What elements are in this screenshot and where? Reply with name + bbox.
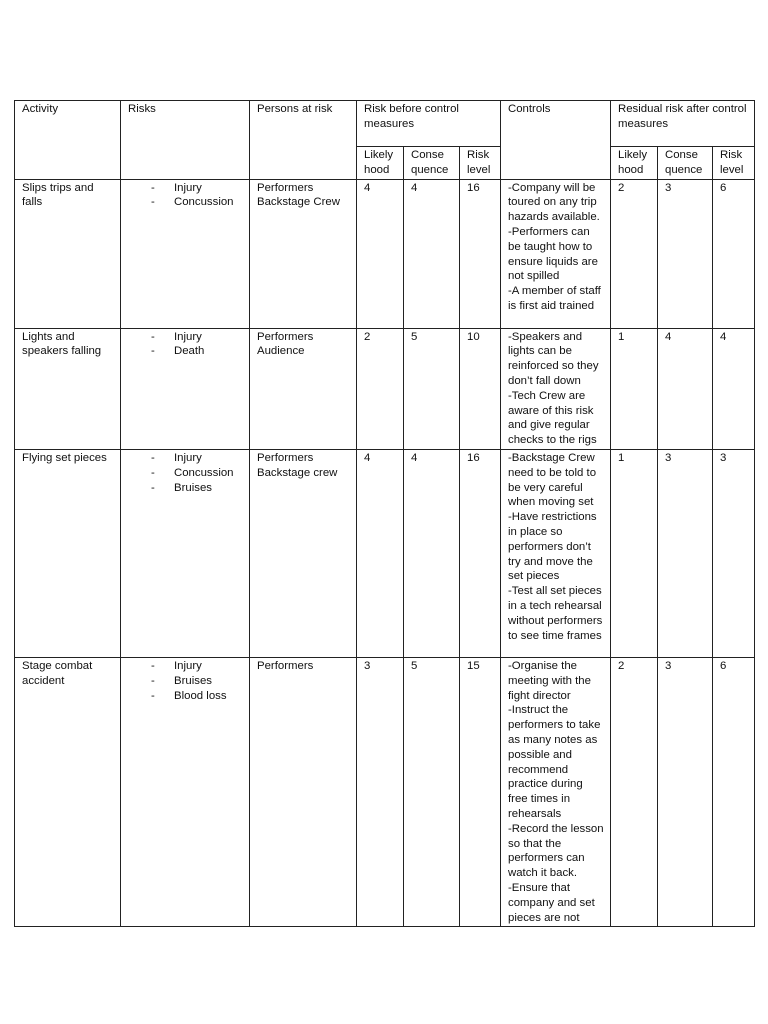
likelihood-before-cell: 2 — [357, 328, 404, 449]
header-controls: Controls — [501, 101, 611, 180]
risk-item: - Blood loss — [151, 689, 227, 702]
person-text: Backstage Crew — [257, 196, 340, 209]
risk-level-before-cell: 15 — [460, 657, 501, 926]
consequence-after-cell: 3 — [658, 179, 713, 328]
header-risks: Risks — [121, 101, 250, 180]
risk-item: - Injury — [151, 659, 202, 672]
risk-item: - Injury — [151, 181, 202, 194]
persons-cell — [250, 657, 357, 926]
subheader-risk-level-after — [713, 147, 755, 180]
subheader-text: hood — [364, 163, 390, 176]
likelihood-before-cell: 3 — [357, 657, 404, 926]
risk-item: - Injury — [151, 330, 202, 343]
risk-level-after-cell: 6 — [713, 657, 755, 926]
risk-assessment-page — [14, 100, 754, 927]
subheader-text: Risk — [467, 149, 490, 161]
control-text: -Test all set pieces in a tech rehearsal without performers to see time frames — [508, 585, 603, 642]
persons-cell — [250, 449, 357, 657]
risk-text: Bruises — [174, 674, 212, 687]
risk-level-before-cell: 10 — [460, 328, 501, 449]
control-text: -Speakers and lights can be reinforced so they don’t fall down — [508, 330, 599, 387]
control-text: -Ensure that company and set pieces are not — [508, 881, 595, 924]
risk-text: Concussion — [174, 196, 234, 209]
risk-level-before-cell: 16 — [460, 449, 501, 657]
risk-assessment-table — [14, 100, 755, 927]
subheader-text: quence — [411, 163, 449, 176]
table-row — [15, 657, 755, 926]
control-text: -Performers can be taught how to ensure liquids are not spilled — [508, 225, 598, 283]
risk-level-after-cell: 3 — [713, 449, 755, 657]
risk-item: - Bruises — [151, 674, 212, 687]
header-residual-risk: Residual risk after control measures — [611, 101, 755, 147]
consequence-before-cell: 5 — [404, 328, 460, 449]
likelihood-before-cell: 4 — [357, 179, 404, 328]
persons-cell — [250, 179, 357, 328]
risk-item: - Bruises — [151, 481, 212, 494]
header-activity: Activity — [15, 101, 121, 180]
subheader-text: quence — [665, 163, 703, 176]
risk-text: Injury — [174, 659, 202, 672]
person-text: Performers — [257, 451, 314, 464]
subheader-text: level — [467, 163, 491, 176]
subheader-likelihood-after — [611, 147, 658, 180]
risk-text: Injury — [174, 451, 202, 464]
subheader-text: Conse — [411, 149, 444, 161]
person-text: Performers — [257, 659, 314, 672]
subheader-text: Likely — [364, 149, 394, 161]
risk-text: Injury — [174, 181, 202, 194]
risk-level-after-cell: 4 — [713, 328, 755, 449]
subheader-text: Conse — [665, 149, 698, 161]
control-text: -Company will be toured on any trip hazards available. — [508, 181, 600, 224]
subheader-text: Likely — [618, 149, 648, 161]
risk-text: Bruises — [174, 481, 212, 494]
subheader-likelihood-before — [357, 147, 404, 180]
table-row — [15, 328, 755, 449]
subheader-text: Risk — [720, 149, 743, 161]
header-row — [15, 101, 755, 147]
risks-cell — [121, 328, 250, 449]
controls-cell — [501, 657, 611, 926]
table-row — [15, 179, 755, 328]
person-text: Performers — [257, 181, 314, 194]
consequence-after-cell: 4 — [658, 328, 713, 449]
risk-text: Concussion — [174, 466, 234, 479]
control-text: -Tech Crew are aware of this risk and give regular checks to the rigs — [508, 389, 597, 447]
risks-cell — [121, 657, 250, 926]
controls-cell — [501, 449, 611, 657]
subheader-risk-level-before — [460, 147, 501, 180]
control-text: -Backstage Crew need to be told to be very careful when moving set — [508, 451, 597, 509]
subheader-text: hood — [618, 163, 644, 176]
consequence-before-cell: 4 — [404, 179, 460, 328]
subheader-consequence-before — [404, 147, 460, 180]
subheader-consequence-after — [658, 147, 713, 180]
risk-text: Injury — [174, 330, 202, 343]
likelihood-after-cell: 1 — [611, 449, 658, 657]
risks-cell — [121, 449, 250, 657]
table-row — [15, 449, 755, 657]
person-text: Audience — [257, 345, 305, 358]
likelihood-after-cell: 2 — [611, 657, 658, 926]
consequence-after-cell: 3 — [658, 449, 713, 657]
controls-cell — [501, 179, 611, 328]
activity-cell: Lights and speakers falling — [15, 328, 121, 449]
likelihood-before-cell: 4 — [357, 449, 404, 657]
header-persons-at-risk: Persons at risk — [250, 101, 357, 180]
activity-cell: Slips trips and falls — [15, 179, 121, 328]
risk-text: Blood loss — [174, 689, 227, 702]
person-text: Performers — [257, 330, 314, 343]
activity-cell: Stage combat accident — [15, 657, 121, 926]
risks-cell — [121, 179, 250, 328]
header-risk-before: Risk before control measures — [357, 101, 501, 147]
likelihood-after-cell: 2 — [611, 179, 658, 328]
control-text: -Instruct the performers to take as many notes as possible and recommend practice during free times in rehearsals — [508, 704, 601, 820]
activity-cell: Flying set pieces — [15, 449, 121, 657]
control-text: -Have restrictions in place so performers don’t try and move the set pieces — [508, 511, 597, 583]
subheader-text: level — [720, 163, 744, 176]
likelihood-after-cell: 1 — [611, 328, 658, 449]
person-text: Backstage crew — [257, 466, 338, 479]
consequence-before-cell: 4 — [404, 449, 460, 657]
control-text: -Organise the meeting with the fight director — [508, 659, 591, 702]
persons-cell — [250, 328, 357, 449]
risk-item: - Concussion — [151, 196, 234, 209]
risk-item: - Injury — [151, 451, 202, 464]
consequence-before-cell: 5 — [404, 657, 460, 926]
consequence-after-cell: 3 — [658, 657, 713, 926]
controls-cell — [501, 328, 611, 449]
control-text: -Record the lesson so that the performers can watch it back. — [508, 822, 604, 880]
risk-item: - Death — [151, 345, 205, 358]
risk-text: Death — [174, 345, 205, 358]
control-text: -A member of staff is first aid trained — [508, 285, 601, 312]
risk-item: - Concussion — [151, 466, 234, 479]
risk-level-after-cell: 6 — [713, 179, 755, 328]
risk-level-before-cell: 16 — [460, 179, 501, 328]
